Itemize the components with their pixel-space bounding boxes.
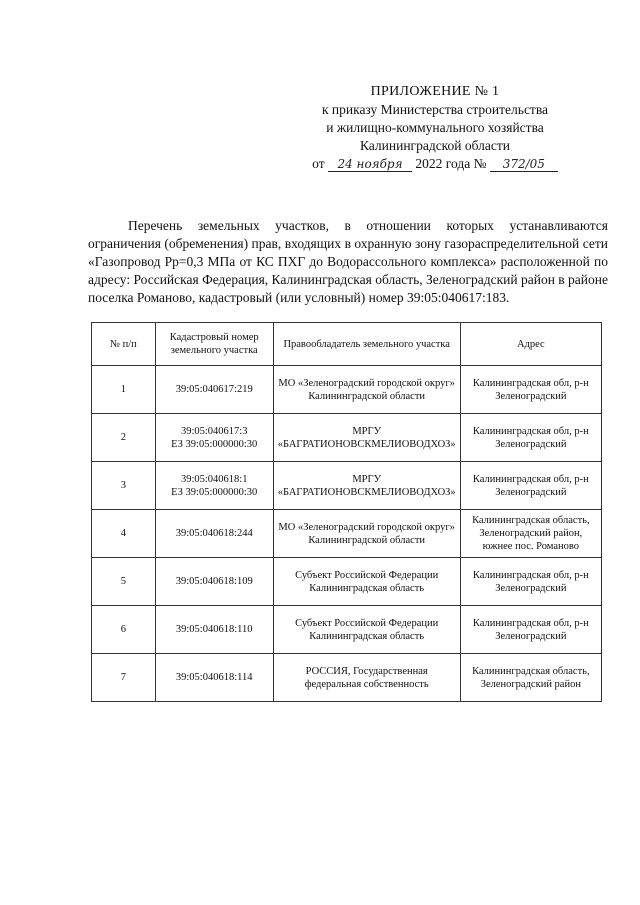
appendix-title: ПРИЛОЖЕНИЕ № 1 <box>370 84 500 99</box>
cadastral-primary: 39:05:040618:114 <box>175 672 253 683</box>
handwritten-date: 24 ноября <box>328 157 412 172</box>
appendix-line-2: и жилищно-коммунального хозяйства <box>326 120 544 135</box>
cadastral-number <box>155 654 273 702</box>
cadastral-secondary: ЕЗ 39:05:000000:30 <box>171 486 258 498</box>
table-row <box>92 510 602 558</box>
table-row <box>92 366 602 414</box>
header-address: Адрес <box>460 323 601 366</box>
date-prefix: от <box>312 156 325 171</box>
cadastral-primary: 39:05:040618:244 <box>175 528 253 539</box>
address: Калининградская обл, р-н Зеленоградский <box>460 606 601 654</box>
row-number: 7 <box>92 654 156 702</box>
row-number: 2 <box>92 414 156 462</box>
row-number: 5 <box>92 558 156 606</box>
table-row <box>92 606 602 654</box>
owner: Субъект Российской Федерации Калининградская область <box>273 558 460 606</box>
cadastral-number <box>155 558 273 606</box>
owner: МРГУ «БАГРАТИОНОВСКМЕЛИОВОДХОЗ» <box>273 414 460 462</box>
cadastral-primary: 39:05:040617:3 <box>180 425 248 437</box>
cadastral-number <box>155 414 273 462</box>
address: Калининградская обл, р-н Зеленоградский <box>460 462 601 510</box>
row-number: 3 <box>92 462 156 510</box>
cadastral-number <box>155 366 273 414</box>
year-text: 2022 года № <box>415 156 487 171</box>
order-date-line <box>300 155 570 173</box>
header-cadastral-number: Кадастровый номер земельного участка <box>155 323 273 366</box>
cadastral-primary: 39:05:040618:109 <box>175 576 253 587</box>
cadastral-primary: 39:05:040618:110 <box>175 624 253 635</box>
cadastral-number <box>155 510 273 558</box>
appendix-header <box>300 83 570 173</box>
row-number: 6 <box>92 606 156 654</box>
appendix-line-1: к приказу Министерства строительства <box>321 102 549 117</box>
cadastral-primary: 39:05:040617:219 <box>175 384 253 395</box>
owner: МРГУ «БАГРАТИОНОВСКМЕЛИОВОДХОЗ» <box>273 462 460 510</box>
row-number: 4 <box>92 510 156 558</box>
address: Калининградская обл, р-н Зеленоградский <box>460 558 601 606</box>
handwritten-order-number: 372/05 <box>490 157 558 172</box>
header-owner: Правообладатель земельного участка <box>273 323 460 366</box>
owner: МО «Зеленоградский городской округ» Калининградской области <box>273 366 460 414</box>
intro-paragraph: Перечень земельных участков, в отношении которых устанавливаются ограничения (обременения) прав, входящих в охранную зону газораспределительной сети «Газопровод Рр=0,3 МПа от КС ПХГ до Водорассольного комплекса» расположенной по адресу: Российская Федерация, Калининградская область, Зеленоградский район в районе поселка Романово, кадастровый (или условный) номер 39:05:040617:183. <box>88 217 608 306</box>
owner: РОССИЯ, Государственная федеральная собственность <box>273 654 460 702</box>
appendix-line-3: Калининградской области <box>359 138 511 153</box>
address: Калининградская обл, р-н Зеленоградский <box>460 366 601 414</box>
cadastral-secondary: ЕЗ 39:05:000000:30 <box>171 438 258 450</box>
owner: МО «Зеленоградский городской округ» Калининградской области <box>273 510 460 558</box>
header-number: № п/п <box>92 323 156 366</box>
table-row <box>92 558 602 606</box>
address: Калининградская область, Зеленоградский район, южнее пос. Романово <box>460 510 601 558</box>
row-number: 1 <box>92 366 156 414</box>
table-header-row <box>92 323 602 366</box>
table-row <box>92 654 602 702</box>
cadastral-number <box>155 606 273 654</box>
table-row <box>92 462 602 510</box>
cadastral-primary: 39:05:040618:1 <box>180 473 248 485</box>
address: Калининградская обл, р-н Зеленоградский <box>460 414 601 462</box>
cadastral-number <box>155 462 273 510</box>
table-row <box>92 414 602 462</box>
land-plots-table <box>91 322 602 702</box>
owner: Субъект Российской Федерации Калининградская область <box>273 606 460 654</box>
address: Калининградская область, Зеленоградский район <box>460 654 601 702</box>
